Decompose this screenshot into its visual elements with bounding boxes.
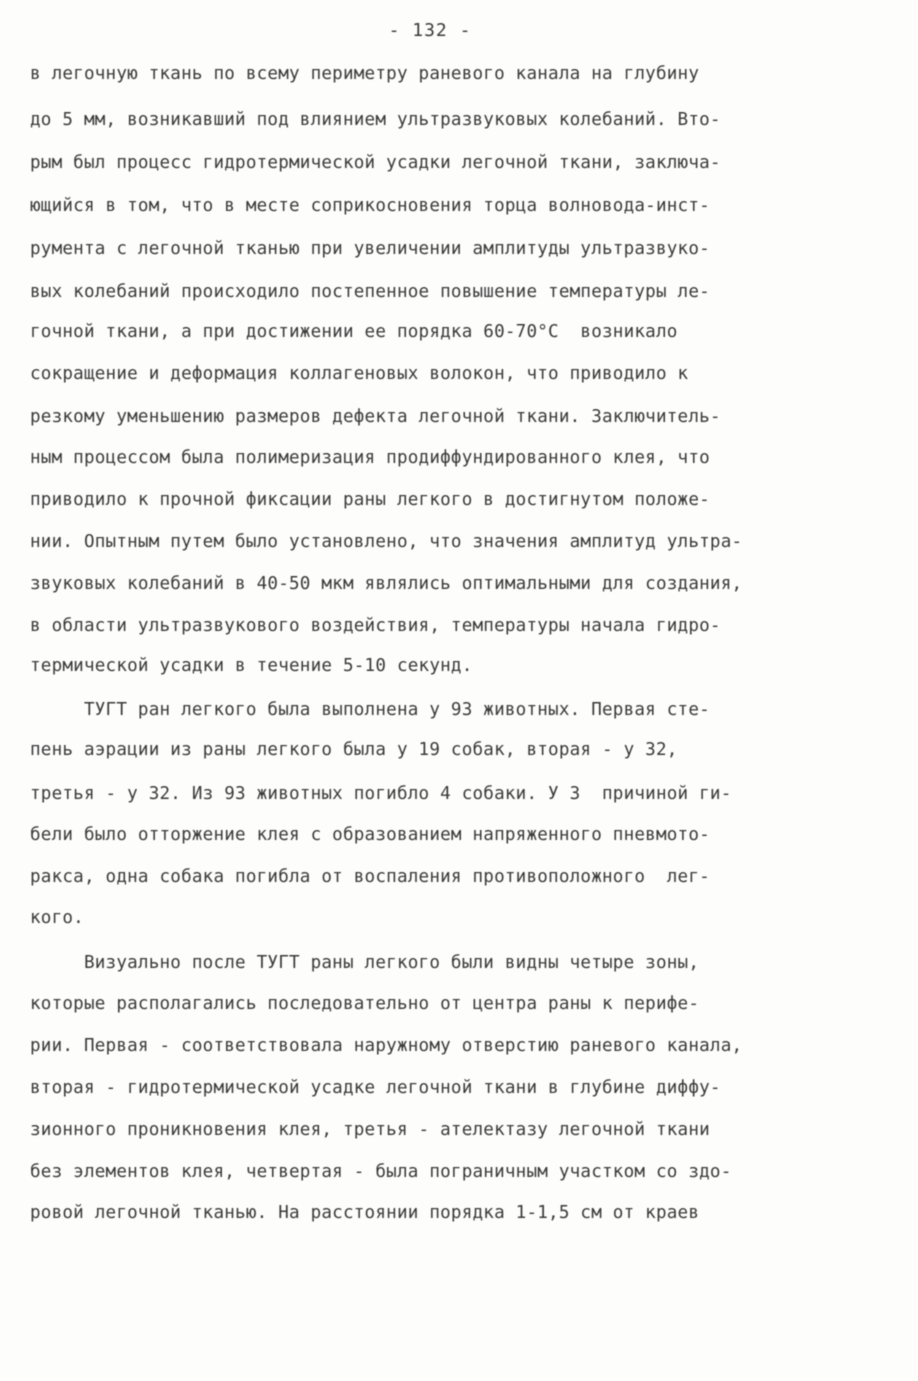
text-line: ТУГТ ран легкого была выполнена у 93 животных. Первая сте- [30,700,710,720]
text-line: сокращение и деформация коллагеновых волокон, что приводило к [30,364,689,384]
text-line: Визуально после ТУГТ раны легкого были видны четыре зоны, [30,953,700,973]
text-line: в области ультразвукового воздействия, температуры начала гидро- [30,616,721,636]
text-line: без элементов клея, четвертая - была пограничным участком со здо- [30,1162,732,1182]
text-line: кого. [30,908,84,928]
text-line: вых колебаний происходило постепенное повышение температуры ле- [30,282,710,302]
text-line: гочной ткани, а при достижении ее порядка 60-70°С возникало [30,322,678,342]
text-line: вторая - гидротермической усадке легочной ткани в глубине диффу- [30,1078,721,1098]
text-line: рым был процесс гидротермической усадки легочной ткани, заключа- [30,153,721,173]
text-line: приводило к прочной фиксации раны легкого в достигнутом положе- [30,490,710,510]
text-line: в легочную ткань по всему периметру раневого канала на глубину [30,64,700,84]
text-line: термической усадки в течение 5-10 секунд. [30,656,473,676]
text-line: нии. Опытным путем было установлено, что значения амплитуд ультра- [30,532,743,552]
text-line: румента с легочной тканью при увеличении амплитуды ультразвуко- [30,239,710,259]
text-line: которые располагались последовательно от центра раны к перифе- [30,994,700,1014]
text-line: резкому уменьшению размеров дефекта легочной ткани. Заключитель- [30,407,721,427]
text-line: звуковых колебаний в 40-50 мкм являлись оптимальными для создания, [30,574,743,594]
text-line: ровой легочной тканью. На расстоянии порядка 1-1,5 см от краев [30,1203,700,1223]
text-line: ющийся в том, что в месте соприкосновения торца волновода-инст- [30,196,710,216]
text-line: ным процессом была полимеризация продиффундированного клея, что [30,448,710,468]
text-line: зионного проникновения клея, третья - ателектазу легочной ткани [30,1120,710,1140]
text-line: до 5 мм, возникавший под влиянием ультразвуковых колебаний. Вто- [30,110,721,130]
text-line: третья - у 32. Из 93 животных погибло 4 собаки. У 3 причиной ги- [30,784,732,804]
text-line: пень аэрации из раны легкого была у 19 собак, вторая - у 32, [30,740,678,760]
page-number: - 132 - [388,20,472,41]
text-line: бели было отторжение клея с образованием напряженного пневмото- [30,825,710,845]
text-line: ракса, одна собака погибла от воспаления противоположного лег- [30,867,710,887]
text-line: рии. Первая - соответствовала наружному отверстию раневого канала, [30,1036,743,1056]
